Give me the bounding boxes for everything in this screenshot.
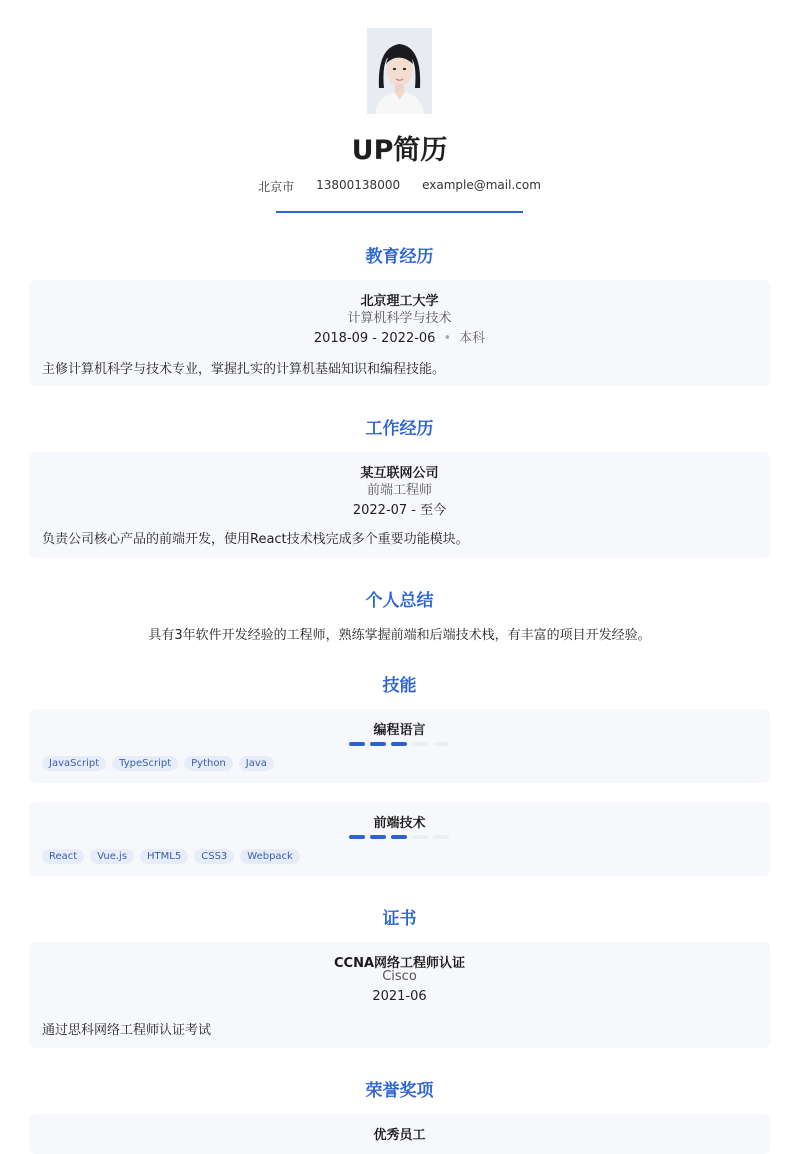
skill-tag: CSS3 [194,849,234,864]
honor-card [29,1114,770,1154]
skill-level-segment [391,742,407,746]
skill-level-segment [349,835,365,839]
skill-level-segment [391,835,407,839]
skill-tag: Java [239,756,274,771]
education-section-title: 教育经历 [365,247,434,267]
contact-city: 北京市 [258,180,295,194]
header-divider [276,211,523,213]
separator-dot: • [443,331,452,346]
skill-tag: HTML5 [140,849,188,864]
honors-section-title: 荣誉奖项 [365,1081,434,1101]
work-section-title: 工作经历 [365,419,434,439]
avatar [367,28,432,114]
contact-info [0,178,799,195]
honor-name: 优秀员工 [373,1128,426,1143]
certificate-name: CCNA网络工程师认证 [333,956,466,971]
skill-level-segment [433,835,449,839]
contact-email: example@mail.com [422,178,541,192]
certificate-date: 2021-06 [372,989,427,1004]
skill-level-segment [370,835,386,839]
skills-section-title: 技能 [382,676,417,696]
degree: 本科 [459,331,486,346]
certificate-issuer: Cisco [382,969,417,984]
skill-tags [42,756,274,771]
school-name: 北京理工大学 [360,294,439,309]
skill-level-segment [349,742,365,746]
certificate-description: 通过思科网络工程师认证考试 [42,1023,212,1038]
summary-section-title: 个人总结 [365,591,434,611]
skill-level-segment [412,835,428,839]
page-title: UP简历 [351,135,448,166]
skill-level-segment [433,742,449,746]
skill-tag: JavaScript [42,756,106,771]
skill-group-card [29,709,770,783]
skill-tags [42,849,300,864]
work-description: 负责公司核心产品的前端开发，使用React技术栈完成多个重要功能模块。 [42,532,469,547]
skill-tag: TypeScript [112,756,178,771]
skill-tag: Vue.js [90,849,134,864]
skill-level-segment [370,742,386,746]
education-description: 主修计算机科学与技术专业，掌握扎实的计算机基础知识和编程技能。 [42,362,446,377]
job-position: 前端工程师 [366,483,432,498]
education-period: 2018-09 - 2022-06 [313,331,436,346]
education-period-row [29,327,770,346]
skill-level-segment [412,742,428,746]
skill-group-name: 前端技术 [373,816,426,831]
contact-phone: 13800138000 [316,178,401,192]
skill-group-name: 编程语言 [373,723,426,738]
company-name: 某互联网公司 [360,466,439,481]
skill-level-indicator [349,835,449,839]
work-period: 2022-07 - 至今 [352,503,447,518]
education-card [29,280,770,386]
certificates-section-title: 证书 [382,909,417,929]
skill-tag: Webpack [240,849,300,864]
work-card [29,452,770,558]
major: 计算机科学与技术 [347,311,452,326]
profile-photo [367,28,432,114]
skill-group-card [29,802,770,876]
certificate-card [29,942,770,1048]
summary-text: 具有3年软件开发经验的工程师，熟练掌握前端和后端技术栈，有丰富的项目开发经验。 [148,628,651,643]
skill-level-indicator [349,742,449,746]
skill-tag: Python [184,756,233,771]
skill-tag: React [42,849,84,864]
